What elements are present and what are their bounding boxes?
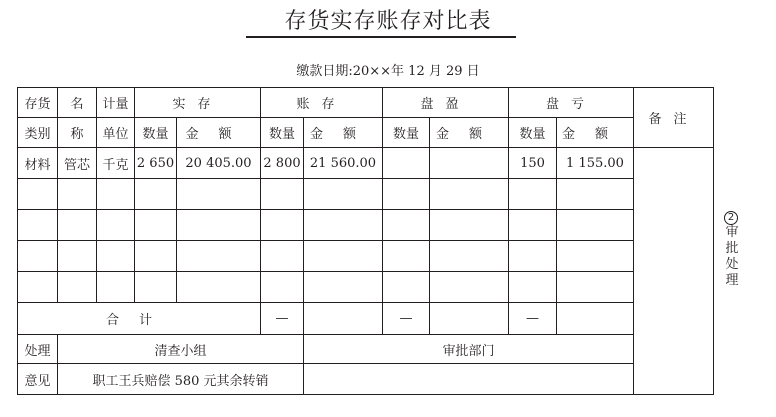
table-row — [18, 179, 714, 210]
cell-loss-amount — [557, 210, 634, 241]
table-row — [18, 148, 714, 179]
cell-loss-qty — [509, 241, 557, 272]
cell-book-amount — [304, 179, 383, 210]
cell-loss-amount — [557, 241, 634, 272]
cell-book-qty — [261, 210, 304, 241]
side-note-char: 审 — [725, 225, 739, 240]
cell-type — [18, 272, 58, 303]
side-note-char: 处 — [725, 257, 739, 272]
total-surplus-amount — [430, 303, 509, 335]
cell-type — [18, 210, 58, 241]
table-row — [18, 272, 714, 303]
title-underline — [246, 36, 516, 38]
cell-unit — [97, 179, 135, 210]
processing-label-bottom: 意见 — [18, 364, 58, 395]
cell-book-amount — [304, 210, 383, 241]
cell-name — [58, 241, 97, 272]
cell-book-amount: 21 560.00 — [304, 148, 383, 179]
cell-surplus-qty — [383, 241, 430, 272]
cell-actual-amount: 20 405.00 — [177, 148, 261, 179]
cell-book-qty — [261, 272, 304, 303]
cell-book-amount — [304, 272, 383, 303]
cell-surplus-qty — [383, 179, 430, 210]
cell-actual-qty — [135, 272, 177, 303]
cell-surplus-qty — [383, 272, 430, 303]
cell-surplus-qty — [383, 148, 430, 179]
header-type-top: 存货 — [18, 88, 58, 118]
cell-actual-qty — [135, 241, 177, 272]
table-row — [18, 241, 714, 272]
cell-actual-qty: 2 650 — [135, 148, 177, 179]
inventory-comparison-table — [17, 87, 714, 395]
cell-loss-amount — [557, 272, 634, 303]
total-book-amount — [304, 303, 383, 335]
header-actual: 实存 — [135, 88, 261, 118]
cell-actual-qty — [135, 210, 177, 241]
cell-surplus-amount — [430, 210, 509, 241]
cell-actual-amount — [177, 179, 261, 210]
header-loss-amount: 金额 — [557, 118, 634, 148]
processing-label-top: 处理 — [18, 335, 58, 364]
total-surplus-qty: — — [383, 303, 430, 335]
header-actual-qty: 数量 — [135, 118, 177, 148]
group-opinion: 职工王兵赔偿 580 元其余转销 — [58, 364, 304, 395]
total-row — [18, 303, 714, 335]
cell-book-amount — [304, 241, 383, 272]
circled-number: 2 — [724, 211, 738, 225]
header-loss: 盘亏 — [509, 88, 634, 118]
date-line: 缴款日期:20××年 12 月 29 日 — [296, 64, 480, 79]
header-book-qty: 数量 — [261, 118, 304, 148]
header-book: 账存 — [261, 88, 383, 118]
cell-book-qty — [261, 241, 304, 272]
total-book-qty: — — [261, 303, 304, 335]
header-book-amount: 金额 — [304, 118, 383, 148]
side-note-char: 理 — [725, 273, 739, 288]
cell-type: 材料 — [18, 148, 58, 179]
cell-surplus-amount — [430, 241, 509, 272]
cell-remark — [634, 148, 714, 395]
cell-loss-qty — [509, 179, 557, 210]
cell-loss-qty — [509, 210, 557, 241]
cell-loss-amount — [557, 179, 634, 210]
cell-unit — [97, 241, 135, 272]
cell-book-qty — [261, 179, 304, 210]
cell-type — [18, 179, 58, 210]
inventory-group-label: 清查小组 — [58, 335, 304, 364]
total-loss-qty: — — [509, 303, 557, 335]
cell-actual-qty — [135, 179, 177, 210]
cell-unit — [97, 272, 135, 303]
cell-unit — [97, 210, 135, 241]
cell-actual-amount — [177, 210, 261, 241]
cell-type — [18, 241, 58, 272]
side-note-approval — [724, 211, 740, 289]
header-surplus: 盘盈 — [383, 88, 509, 118]
cell-loss-amount: 1 155.00 — [557, 148, 634, 179]
cell-name — [58, 179, 97, 210]
total-label: 合计 — [18, 303, 261, 335]
cell-surplus-amount — [430, 272, 509, 303]
header-remark: 备注 — [634, 88, 714, 148]
total-loss-amount — [557, 303, 634, 335]
cell-name: 管芯 — [58, 148, 97, 179]
dept-opinion — [304, 364, 634, 395]
cell-unit: 千克 — [97, 148, 135, 179]
cell-surplus-qty — [383, 210, 430, 241]
header-loss-qty: 数量 — [509, 118, 557, 148]
cell-loss-qty — [509, 272, 557, 303]
cell-name — [58, 272, 97, 303]
header-type-bottom: 类别 — [18, 118, 58, 148]
processing-opinion-row — [18, 364, 714, 395]
cell-actual-amount — [177, 272, 261, 303]
cell-book-qty: 2 800 — [261, 148, 304, 179]
cell-surplus-amount — [430, 179, 509, 210]
table-row — [18, 210, 714, 241]
page-title: 存货实存账存对比表 — [284, 9, 492, 34]
side-note-char: 批 — [725, 241, 739, 256]
processing-header-row — [18, 335, 714, 364]
cell-surplus-amount — [430, 148, 509, 179]
header-unit-bottom: 单位 — [97, 118, 135, 148]
header-surplus-qty: 数量 — [383, 118, 430, 148]
header-surplus-amount: 金额 — [430, 118, 509, 148]
approval-dept-label: 审批部门 — [304, 335, 634, 364]
header-actual-amount: 金额 — [177, 118, 261, 148]
cell-name — [58, 210, 97, 241]
cell-loss-qty: 150 — [509, 148, 557, 179]
header-name-bottom: 称 — [58, 118, 97, 148]
cell-actual-amount — [177, 241, 261, 272]
header-name-top: 名 — [58, 88, 97, 118]
header-unit-top: 计量 — [97, 88, 135, 118]
